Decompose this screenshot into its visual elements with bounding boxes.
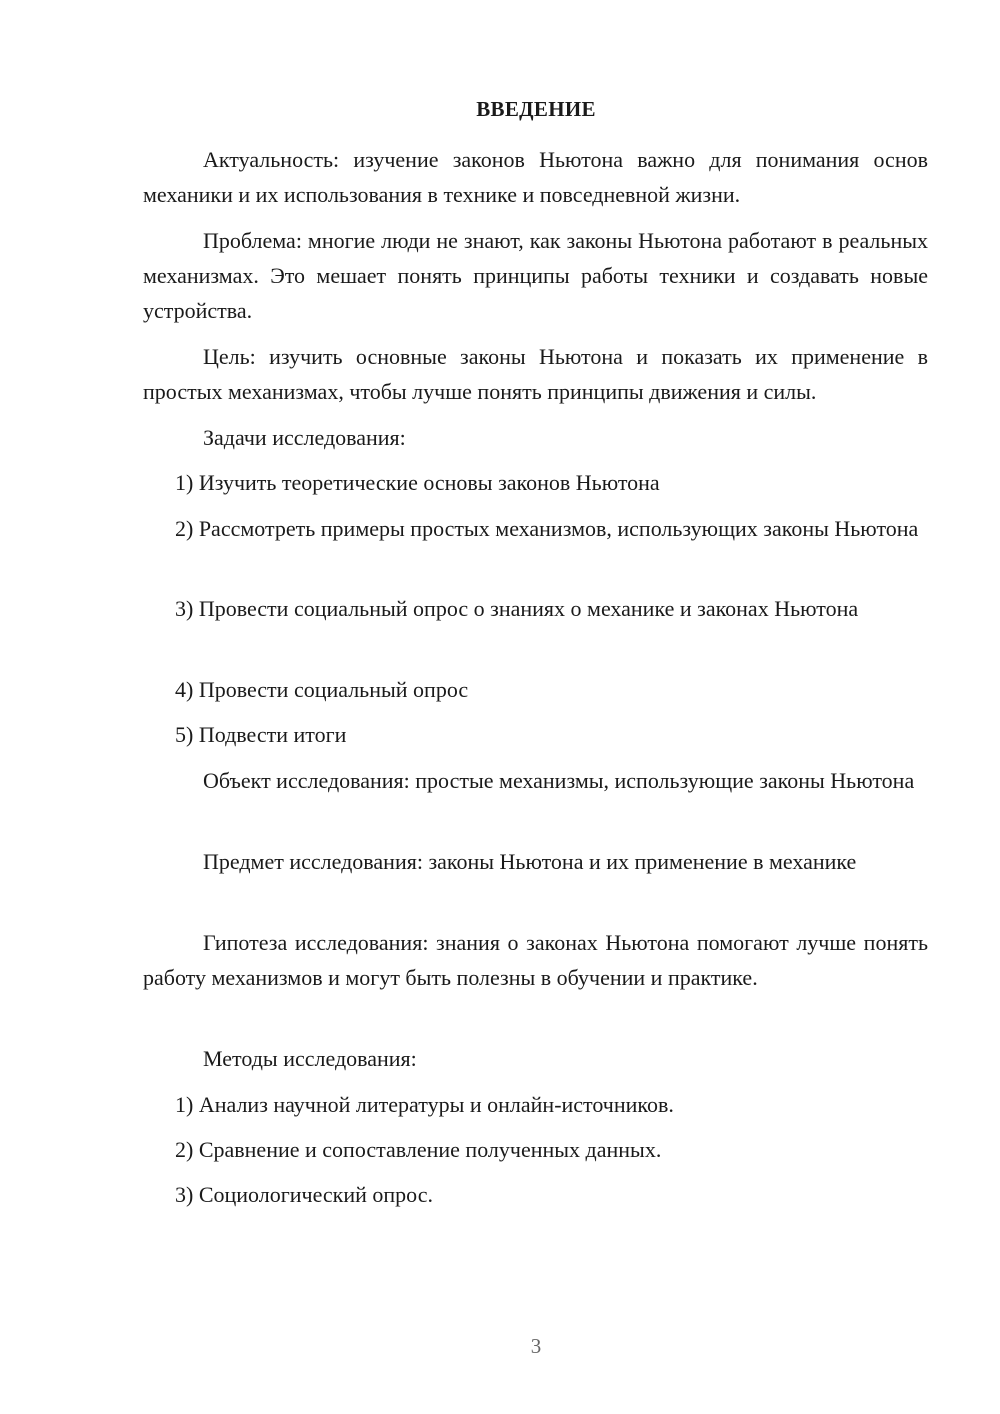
subject-paragraph: Предмет исследования: законы Ньютона и их применение в механике [203, 849, 857, 874]
task-item-2: 2) Рассмотреть примеры простых механизмов, использующих законы Ньютона [175, 516, 919, 541]
method-item-2: 2) Сравнение и сопоставление полученных данных. [175, 1137, 662, 1162]
problem-paragraph: Проблема: многие люди не знают, как законы Ньютона работают в реальных механизмах. Это мешает понять принципы работы техники и создавать новые устройства. [143, 228, 928, 323]
page-number: 3 [530, 1334, 542, 1358]
hypothesis-paragraph: Гипотеза исследования: знания о законах Ньютона помогают лучше понять работу механизмов и могут быть полезны в обучении и практике. [143, 930, 928, 990]
tasks-heading: Задачи исследования: [203, 425, 406, 450]
method-item-3: 3) Социологический опрос. [175, 1182, 433, 1207]
goal-paragraph: Цель: изучить основные законы Ньютона и показать их применение в простых механизмах, чтобы лучше понять принципы движения и силы. [143, 344, 928, 404]
method-item-1: 1) Анализ научной литературы и онлайн-источников. [175, 1092, 674, 1117]
relevance-paragraph: Актуальность: изучение законов Ньютона важно для понимания основ механики и их использования в технике и повседневной жизни. [143, 147, 928, 207]
task-item-1: 1) Изучить теоретические основы законов Ньютона [175, 470, 660, 495]
object-paragraph: Объект исследования: простые механизмы, использующие законы Ньютона [203, 768, 915, 793]
methods-heading: Методы исследования: [203, 1046, 417, 1071]
task-item-4: 4) Провести социальный опрос [175, 677, 469, 702]
task-item-3: 3) Провести социальный опрос о знаниях о механике и законах Ньютона [175, 596, 859, 621]
task-item-5: 5) Подвести итоги [175, 722, 347, 747]
page-title: ВВЕДЕНИЕ [476, 97, 596, 121]
